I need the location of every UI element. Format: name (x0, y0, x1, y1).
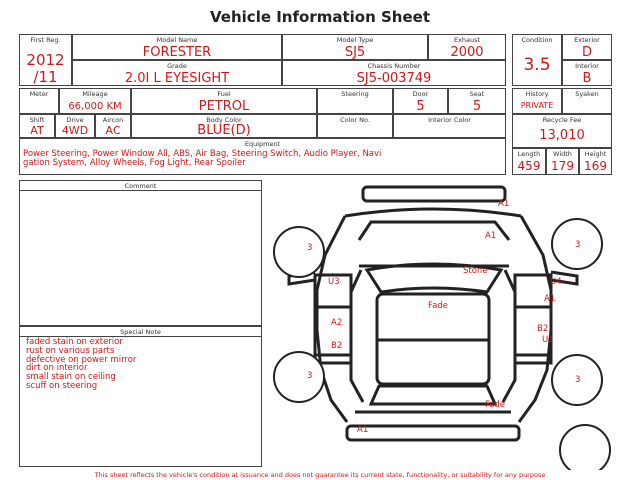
mark-u4: U4 (550, 277, 562, 287)
height-value: 169 (584, 159, 607, 173)
fuel-label: Fuel (217, 90, 231, 98)
exhaust-label: Exhaust (453, 36, 481, 44)
model-type-label: Model Type (336, 36, 374, 44)
mileage-label: Mileage (82, 90, 108, 98)
condition-cell (512, 34, 562, 86)
rear-window-outline (371, 386, 495, 404)
wheel-front-left (274, 227, 324, 277)
wheel-rear-left (274, 352, 324, 402)
condition-value: 3.5 (523, 55, 551, 75)
fuel-cell (131, 88, 317, 114)
shift-value: AT (30, 124, 44, 137)
height-label: Height (584, 150, 607, 158)
history-label: History (525, 90, 549, 98)
car-diagram (265, 180, 625, 470)
exterior-cell (562, 34, 612, 60)
seat-cell (448, 88, 506, 114)
first-reg-label: First Reg. (30, 36, 61, 44)
special-note-line: rust on various parts (26, 345, 115, 356)
mark-u1: U1 (542, 335, 554, 345)
aircon-cell (95, 114, 131, 138)
interior-value: B (582, 71, 592, 86)
mark-stone: Stone (463, 266, 488, 276)
width-cell (546, 148, 579, 175)
model-type-cell (282, 34, 428, 60)
first-reg-year: 2012 (26, 51, 65, 69)
exterior-label: Exterior (574, 36, 600, 44)
model-name-label: Model Name (156, 36, 198, 44)
special-note-label: Special Note (120, 328, 161, 336)
recycle-fee-value: 13,010 (539, 128, 585, 143)
shift-cell (19, 114, 55, 138)
recycle-fee-cell (512, 114, 612, 148)
first-reg-month: /11 (33, 68, 58, 86)
exhaust-cell (428, 34, 506, 60)
history-value: PRIVATE (520, 101, 554, 110)
mark-wheel-fr: 3 (575, 240, 581, 250)
model-name-cell (72, 34, 282, 60)
grade-cell (72, 60, 282, 86)
first-reg-cell (19, 34, 72, 86)
seat-value: 5 (472, 99, 482, 114)
mark-hood-a1: A1 (485, 231, 497, 241)
hood-outline (345, 209, 521, 216)
special-note-panel (19, 326, 262, 467)
special-note-list (26, 338, 136, 391)
body-color-cell (131, 114, 317, 138)
chassis-value: SJ5-003749 (356, 71, 432, 86)
mark-b2-right: B2 (537, 324, 549, 334)
interior-cell (562, 60, 612, 86)
recycle-fee-label: Recycle Fee (542, 116, 582, 124)
front-bumper-outline (363, 187, 505, 201)
length-value: 459 (517, 159, 541, 173)
seat-label: Seat (469, 90, 485, 98)
syaken-cell (562, 88, 612, 114)
aircon-label: Aircon (102, 116, 124, 124)
comment-label: Comment (124, 182, 157, 190)
mark-a1-right: A1 (544, 294, 556, 304)
condition-label: Condition (521, 36, 553, 44)
interior-color-cell (393, 114, 506, 138)
drive-cell (55, 114, 95, 138)
grade-value: 2.0I L EYESIGHT (124, 71, 230, 86)
mileage-value: 66,000 KM (68, 101, 122, 112)
special-note-line: defective on power mirror (26, 354, 137, 365)
height-cell (579, 148, 612, 175)
comment-panel (19, 180, 262, 326)
sheet-title: Vehicle Information Sheet (210, 8, 430, 26)
mark-rear-a1: A1 (357, 425, 369, 435)
fuel-value: PETROL (198, 99, 250, 114)
model-type-value: SJ5 (344, 45, 366, 60)
equipment-cell (19, 138, 506, 175)
shift-label: Shift (29, 116, 45, 124)
exhaust-value: 2000 (450, 45, 484, 60)
steering-label: Steering (341, 90, 369, 98)
width-value: 179 (551, 159, 574, 173)
history-cell (512, 88, 562, 114)
mark-wheel-rr: 3 (575, 375, 581, 385)
interior-label: Interior (575, 62, 599, 70)
special-note-line: dirt on interior (26, 363, 88, 374)
footer-disclaimer: This sheet reflects the vehicle's condition at issuance and does not guarantee its current state, functionality, or suitability for any purpose (94, 471, 546, 479)
width-label: Width (553, 150, 572, 158)
equipment-label: Equipment (244, 140, 281, 148)
drive-label: Drive (66, 116, 84, 124)
body-color-value: BLUE(D) (197, 123, 251, 138)
door-cell (393, 88, 448, 114)
grade-label: Grade (167, 62, 187, 70)
chassis-cell (282, 60, 506, 86)
meter-cell (19, 88, 59, 114)
length-cell (512, 148, 546, 175)
color-no-label: Color No. (340, 116, 370, 124)
mark-wheel-fl: 3 (307, 243, 313, 253)
mark-wheel-rl: 3 (307, 371, 313, 381)
door-value: 5 (416, 99, 425, 114)
special-note-line: faded stain on exterior (26, 337, 123, 347)
mark-front-a1: A1 (498, 199, 510, 209)
steering-cell (317, 88, 393, 114)
interior-color-label: Interior Color (428, 116, 471, 124)
special-note-line: scuff on steering (26, 380, 98, 391)
length-label: Length (517, 150, 541, 158)
exterior-value: D (581, 45, 592, 60)
door-label: Door (412, 90, 429, 98)
model-name-value: FORESTER (142, 45, 212, 60)
spare-wheel (560, 425, 610, 470)
body-color-label: Body Color (206, 116, 242, 124)
drive-value: 4WD (61, 124, 89, 137)
mark-u3: U3 (328, 277, 340, 287)
right-body-outline (519, 216, 551, 422)
mark-fade-rear: Fade (485, 400, 505, 410)
chassis-label: Chassis Number (367, 62, 421, 70)
equipment-line-2: gation System, Alloy Wheels, Fog Light, Rear Spoiler (23, 158, 246, 168)
right-side-windows-outline (503, 270, 515, 402)
mileage-cell (59, 88, 131, 114)
special-note-line: small stain on ceiling (26, 372, 116, 383)
mark-a2: A2 (331, 318, 343, 328)
rear-bumper-outline (347, 426, 519, 440)
syaken-label: Syaken (575, 90, 599, 98)
comment-title-rule (20, 190, 261, 191)
meter-label: Meter (29, 90, 49, 98)
right-rear-quarter-outline (515, 355, 551, 363)
mark-b2-left: B2 (331, 341, 343, 351)
left-side-windows-outline (351, 270, 363, 402)
mark-fade-roof: Fade (428, 301, 448, 311)
color-no-cell (317, 114, 393, 138)
aircon-value: AC (105, 124, 121, 137)
equipment-line-1: Power Steering, Power Window All, ABS, Air Bag, Steering Switch, Audio Player, Navi (23, 149, 382, 159)
